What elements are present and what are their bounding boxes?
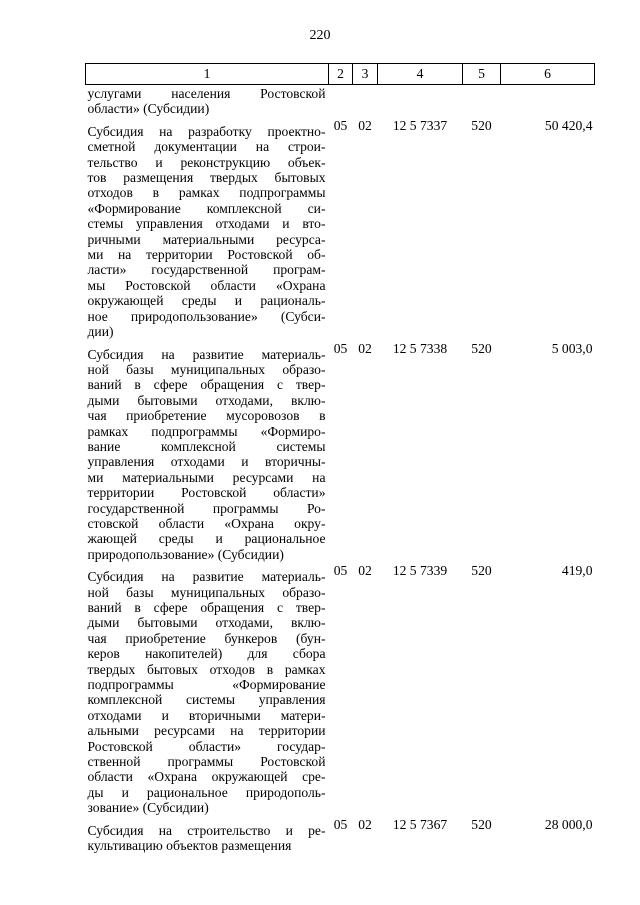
description-line: тов размещения твердых бытовых <box>87 170 326 186</box>
table-row <box>86 85 595 117</box>
target-article-code <box>378 85 463 117</box>
amount-value: 50 420,4 <box>544 117 593 133</box>
column-header-2: 2 <box>329 64 353 85</box>
description-line: твердых бытовых отходов в рамках <box>87 661 326 677</box>
table-row <box>86 562 595 816</box>
target-article-code: 12 5 7338 <box>392 340 448 356</box>
description-line: чая приобретение мусоровозов в <box>87 408 326 424</box>
description-line: вание комплексной системы <box>87 438 326 454</box>
table-row <box>86 816 595 854</box>
description-line: природопользование» (Субсидии) <box>87 546 284 562</box>
description-line: мы Ростовской области «Охрана <box>87 277 326 293</box>
row-description <box>86 85 329 117</box>
description-line: услугами населения Ростовской <box>87 86 326 101</box>
target-article-code: 12 5 7339 <box>392 563 448 579</box>
description-line: «Формирование комплексной си- <box>87 200 326 216</box>
table-row <box>86 117 595 340</box>
column-header-6: 6 <box>501 64 595 85</box>
description-line: ласти» государственной програм- <box>87 262 326 278</box>
section-code: 05 <box>333 563 348 579</box>
description-line: области» (Субсидии) <box>87 101 210 117</box>
description-line: отходами и вторичными матери- <box>87 707 326 723</box>
description-line: подпрограммы «Формирование <box>87 677 326 693</box>
expense-type-code: 520 <box>471 117 492 133</box>
description-line: Субсидия на развитие материаль- <box>87 346 326 362</box>
description-line: ды и рациональное природополь- <box>87 784 326 800</box>
subsection-code: 02 <box>358 563 372 579</box>
description-line: Субсидия на строительство и ре- <box>87 822 326 838</box>
amount-value: 28 000,0 <box>544 816 593 832</box>
subsection-code: 02 <box>358 340 372 356</box>
description-line: зование» (Субсидии) <box>87 800 209 816</box>
subsection-code: 02 <box>358 117 372 133</box>
section-code: 05 <box>333 816 348 832</box>
section-code <box>329 85 353 117</box>
description-line: жающей среды и рациональное <box>87 531 326 547</box>
subsection-code: 02 <box>358 816 372 832</box>
description-line: окружающей среды и рациональ- <box>87 293 326 309</box>
amount-value: 419,0 <box>561 563 593 579</box>
description-line: территории Ростовской области» <box>87 485 326 501</box>
expense-type-code: 520 <box>471 563 492 579</box>
page-number: 220 <box>309 28 331 43</box>
row-description <box>86 117 329 340</box>
table-header <box>86 64 595 85</box>
description-line: ной базы муниципальных образо- <box>87 584 326 600</box>
description-line: культивацию объектов размещения <box>87 838 292 854</box>
description-line: Субсидия на разработку проектно- <box>87 123 326 139</box>
description-line: отходов в рамках подпрограммы <box>87 185 326 201</box>
target-article-code: 12 5 7337 <box>392 117 448 133</box>
description-line: чая приобретение бункеров (бун- <box>87 630 326 646</box>
description-line: керов накопителей) для сбора <box>87 646 326 662</box>
column-header-1: 1 <box>86 64 329 85</box>
table-body <box>86 85 595 854</box>
table-row <box>86 340 595 563</box>
subsection-code <box>353 85 378 117</box>
description-line: государственной программы Ро- <box>87 500 326 516</box>
row-description <box>86 340 329 563</box>
target-article-code: 12 5 7367 <box>392 816 448 832</box>
description-line: комплексной системы управления <box>87 692 326 708</box>
description-line: Субсидия на развитие материаль- <box>87 569 326 585</box>
description-line: сметной документации на строи- <box>87 139 326 155</box>
description-line: Ростовской области» государ- <box>87 738 326 754</box>
description-line: ми материальными ресурсами на <box>87 469 326 485</box>
expense-type-code <box>463 85 501 117</box>
row-description <box>86 562 329 816</box>
description-line: области «Охрана окружающей сре- <box>87 769 326 785</box>
description-line: ное природопользование» (Субси- <box>87 308 326 324</box>
description-line: ми на территории Ростовской об- <box>87 247 326 263</box>
amount-value: 5 003,0 <box>551 340 593 356</box>
column-header-5: 5 <box>463 64 501 85</box>
description-line: тельство и реконструкцию объек- <box>87 154 326 170</box>
description-line: ной базы муниципальных образо- <box>87 361 326 377</box>
description-line: управления отходами и вторичны- <box>87 454 326 470</box>
row-description <box>86 816 329 854</box>
description-line: дии) <box>87 324 114 340</box>
column-header-4: 4 <box>378 64 463 85</box>
description-line: дыми бытовыми отходами, вклю- <box>87 392 326 408</box>
description-line: дыми бытовыми отходами, вклю- <box>87 615 326 631</box>
section-code: 05 <box>333 117 348 133</box>
amount-value <box>501 85 595 117</box>
description-line: ричными материальными ресурса- <box>87 231 326 247</box>
expense-type-code: 520 <box>471 340 492 356</box>
description-line: рамках подпрограммы «Формиро- <box>87 423 326 439</box>
header-row <box>86 64 595 85</box>
description-line: альными ресурсами на территории <box>87 723 326 739</box>
budget-table <box>85 63 595 854</box>
description-line: ваний в сфере обращения с твер- <box>87 377 326 393</box>
description-line: ственной программы Ростовской <box>87 754 326 770</box>
expense-type-code: 520 <box>471 816 492 832</box>
section-code: 05 <box>333 340 348 356</box>
description-line: ваний в сфере обращения с твер- <box>87 600 326 615</box>
description-line: стемы управления отходами и вто- <box>87 216 326 232</box>
column-header-3: 3 <box>353 64 378 85</box>
description-line: стовской области «Охрана окру- <box>87 515 326 531</box>
